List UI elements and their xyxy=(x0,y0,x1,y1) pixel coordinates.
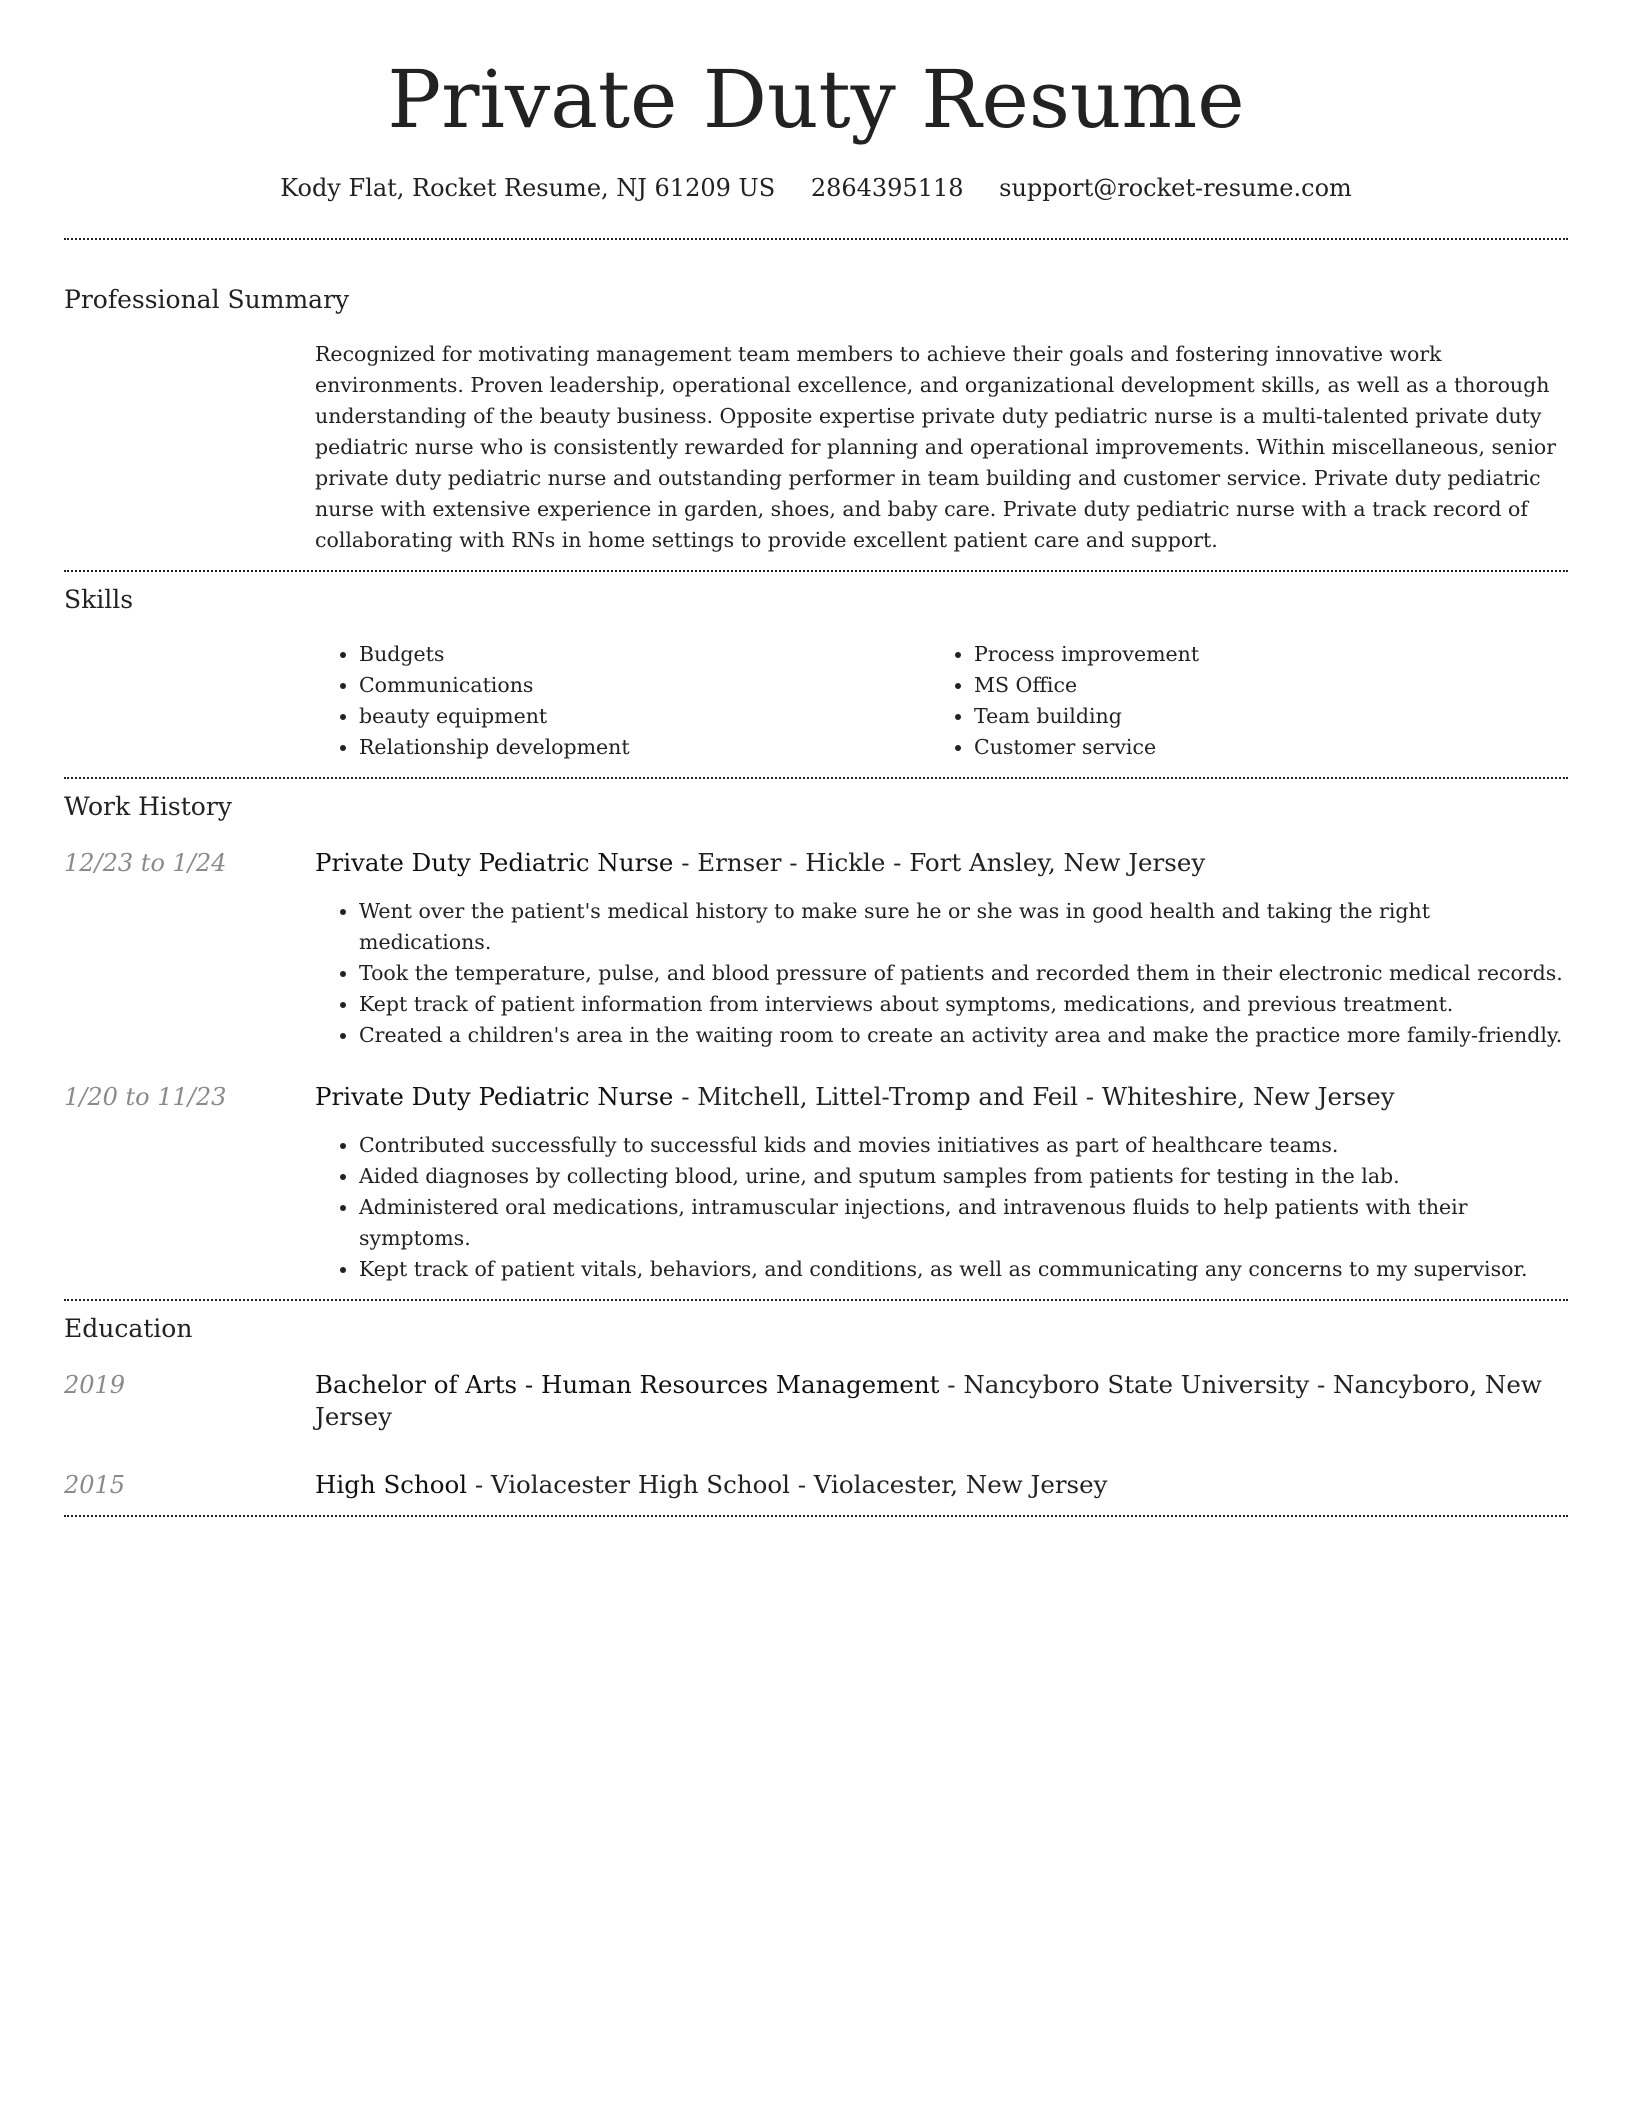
skill-item: • MS Office xyxy=(974,670,1545,701)
section-heading-work: Work History xyxy=(64,792,232,821)
resume-title: Private Duty Resume xyxy=(387,53,1245,146)
education-degree: High School xyxy=(315,1470,468,1499)
contact-phone: 2864395118 xyxy=(810,174,964,202)
education-degree: Bachelor of Arts - Human Resources Management xyxy=(315,1370,940,1399)
skill-item: • Team building xyxy=(974,701,1545,732)
skill-item: • Process improvement xyxy=(974,639,1545,670)
job-bullet: • Kept track of patient information from interviews about symptoms, medications, and previous treatment. xyxy=(359,989,1568,1020)
skills-section xyxy=(64,572,1568,763)
skill-item: • Relationship development xyxy=(359,732,930,763)
education-heading xyxy=(315,1469,1107,1501)
job-details: - Mitchell, Littel-Tromp and Feil - Whiteshire, New Jersey xyxy=(673,1082,1395,1111)
job-body xyxy=(315,1081,1568,1285)
contact-address: Kody Flat, Rocket Resume, NJ 61209 US xyxy=(280,174,776,202)
job-bullet: • Created a children's area in the waiting room to create an activity area and make the practice more family-friendly. xyxy=(359,1020,1568,1051)
job-bullets xyxy=(315,896,1568,1051)
job-title: Private Duty Pediatric Nurse xyxy=(315,1082,674,1111)
education-heading xyxy=(315,1369,1568,1433)
job-bullet: • Administered oral medications, intramuscular injections, and intravenous fluids to help patients with their symptoms. xyxy=(359,1192,1568,1254)
education-date: 2015 xyxy=(64,1471,126,1499)
skill-item: • beauty equipment xyxy=(359,701,930,732)
skill-item: • Budgets xyxy=(359,639,930,670)
job-date: 12/23 to 1/24 xyxy=(64,849,227,877)
education-details: - Nancyboro State University - Nancyboro, New Jersey xyxy=(315,1370,1542,1431)
education-entry xyxy=(64,1369,1568,1433)
skill-item: • Communications xyxy=(359,670,930,701)
job-details: - Ernser - Hickle - Fort Ansley, New Jersey xyxy=(673,848,1206,877)
education-date: 2019 xyxy=(64,1371,126,1399)
education-details: - Violacester High School - Violacester, New Jersey xyxy=(467,1470,1108,1499)
job-bullet: • Went over the patient's medical history to make sure he or she was in good health and taking the right medications. xyxy=(359,896,1568,958)
section-heading-skills: Skills xyxy=(64,585,134,614)
skills-column-left xyxy=(315,639,930,763)
section-heading-summary: Professional Summary xyxy=(64,285,350,314)
section-heading-education: Education xyxy=(64,1314,193,1343)
job-bullets xyxy=(315,1130,1568,1285)
contact-email: support@rocket-resume.com xyxy=(999,174,1352,202)
skill-item: • Customer service xyxy=(974,732,1545,763)
job-title: Private Duty Pediatric Nurse xyxy=(315,848,674,877)
contact-line xyxy=(64,172,1568,204)
divider xyxy=(64,1515,1568,1517)
summary-text: Recognized for motivating management team members to achieve their goals and fostering innovative work environments. Proven leadership, operational excellence, and organizational development skills, as well as a thorough understanding of the beauty business. Opposite expertise private duty pediatric nurse is a multi-talented private duty pediatric nurse who is consistently rewarded for planning and operational improvements. Within miscellaneous, senior private duty pediatric nurse and outstanding performer in team building and customer service. Private duty pediatric nurse with extensive experience in garden, shoes, and baby care. Private duty pediatric nurse with a track record of collaborating with RNs in home settings to provide excellent patient care and support. xyxy=(315,342,1557,552)
job-heading xyxy=(315,1081,1568,1113)
summary-section xyxy=(64,240,1568,556)
job-bullet: • Contributed successfully to successful kids and movies initiatives as part of healthcare teams. xyxy=(359,1130,1568,1161)
education-entry xyxy=(64,1469,1568,1501)
resume-page xyxy=(64,0,1568,1517)
job-date: 1/20 to 11/23 xyxy=(64,1083,227,1111)
job-entry xyxy=(64,1081,1568,1285)
skills-column-right xyxy=(930,639,1545,763)
job-heading xyxy=(315,847,1568,879)
job-entry xyxy=(64,847,1568,1051)
skills-grid xyxy=(315,639,1568,763)
work-history-section xyxy=(64,779,1568,1299)
job-bullet: • Kept track of patient vitals, behaviors, and conditions, as well as communicating any concerns to my supervisor. xyxy=(359,1254,1568,1285)
job-body xyxy=(315,847,1568,1051)
education-section xyxy=(64,1301,1568,1515)
job-bullet: • Aided diagnoses by collecting blood, urine, and sputum samples from patients for testing in the lab. xyxy=(359,1161,1568,1192)
job-bullet: • Took the temperature, pulse, and blood pressure of patients and recorded them in their electronic medical records. xyxy=(359,958,1568,989)
